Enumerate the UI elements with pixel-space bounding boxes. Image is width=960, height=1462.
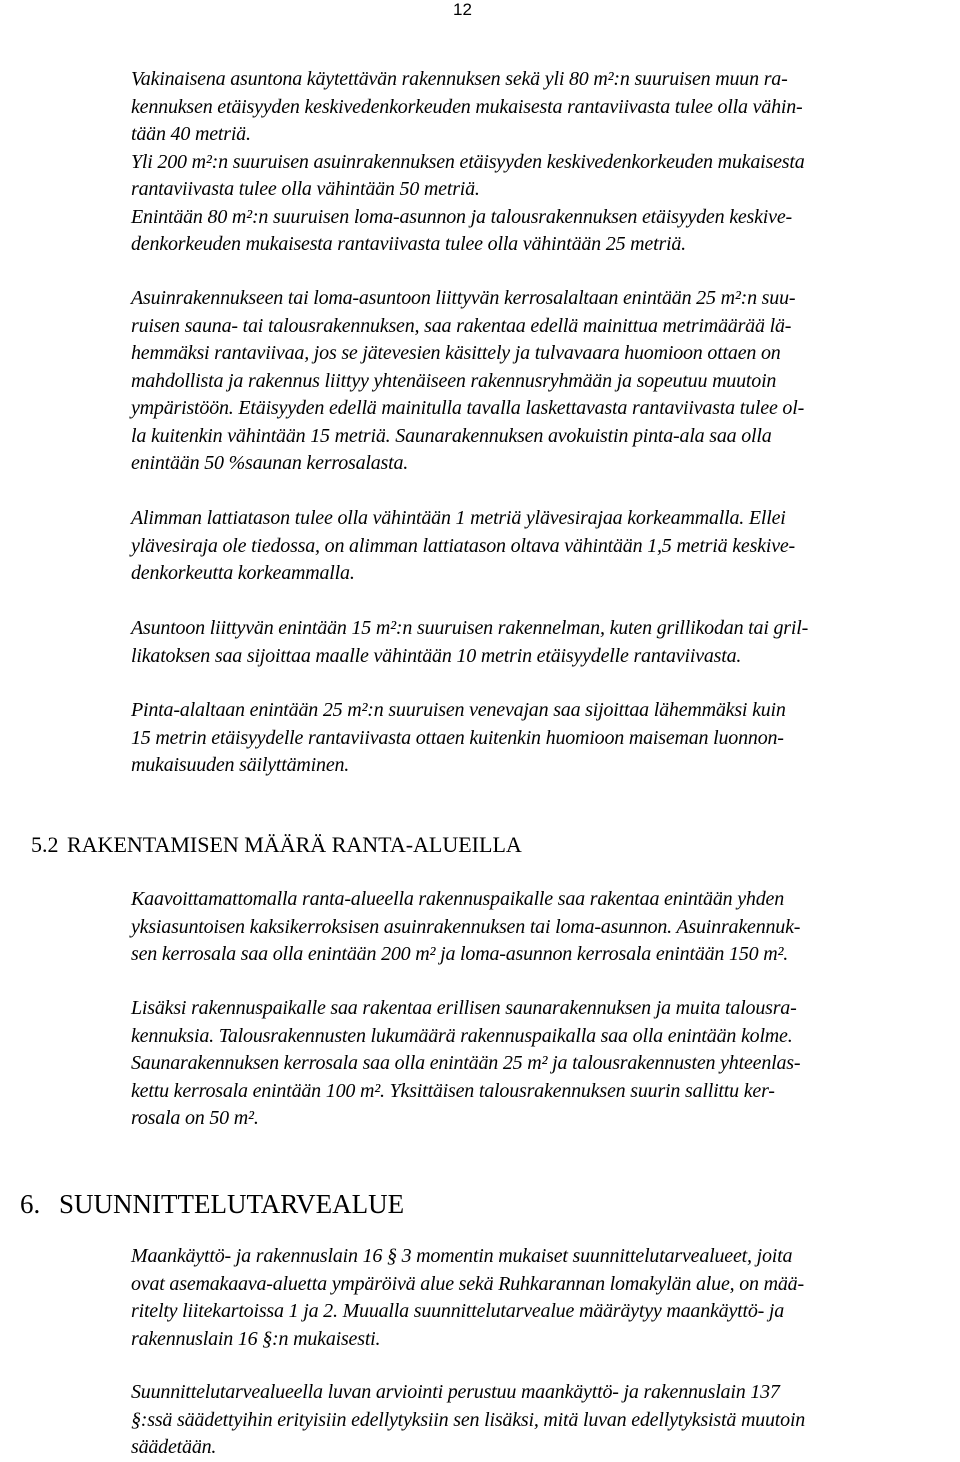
text-line: rantaviivasta tulee olla vähintään 50 metriä. <box>131 178 480 200</box>
section-number: 5.2 <box>31 832 59 857</box>
section-number: 6. <box>20 1189 41 1219</box>
text-line: Suunnittelutarvealueella luvan arviointi perustuu maankäyttö- ja rakennuslain 137 <box>131 1381 780 1403</box>
building-amount-paragraph <box>131 886 951 969</box>
text-line: Kaavoittamattomalla ranta-alueella rakennuspaikalle saa rakentaa enintään yhden <box>131 888 784 910</box>
planning-need-area-paragraph <box>131 1243 951 1353</box>
sauna-exception-paragraph <box>131 285 951 478</box>
outbuildings-paragraph <box>131 995 951 1133</box>
permit-assessment-paragraph <box>131 1379 951 1462</box>
text-line: Saunarakennuksen kerrosala saa olla enintään 25 m² ja talousrakennusten yhteenlas- <box>131 1052 801 1074</box>
shore-distance-paragraph <box>131 66 951 259</box>
text-line: ylävesiraja ole tiedossa, on alimman lattiatason oltava vähintään 1,5 metriä keskive- <box>131 534 796 557</box>
text-line: denkorkeutta korkeammalla. <box>131 562 355 584</box>
text-line: Asuinrakennukseen tai loma-asuntoon liittyvän kerrosalaltaan enintään 25 m²:n suu- <box>131 287 796 309</box>
text-line: mahdollista ja rakennus liittyy yhtenäiseen rakennusryhmään ja sopeutuu muutoin <box>131 369 777 392</box>
text-line: ritelty liitekartoissa 1 ja 2. Muualla suunnittelutarvealue määräytyy maankäyttö- ja <box>131 1300 785 1322</box>
text-line: tään 40 metriä. <box>131 123 251 145</box>
text-line: ruisen sauna- tai talousrakennuksen, saa rakentaa edellä mainittua metrimäärää lä- <box>131 314 792 337</box>
text-line: kennuksia. Talousrakennusten lukumäärä rakennuspaikalla saa olla enintään kolme. <box>131 1024 793 1047</box>
text-line: kettu kerrosala enintään 100 m². Yksittäisen talousrakennuksen suurin sallittu ker- <box>131 1079 775 1102</box>
page-number: 12 <box>453 0 472 19</box>
text-line: Enintään 80 m²:n suuruisen loma-asunnon ja talousrakennuksen etäisyyden keskive- <box>131 205 792 228</box>
text-line: Yli 200 m²:n suuruisen asuinrakennuksen etäisyyden keskivedenkorkeuden mukaisesta <box>131 150 805 173</box>
text-line: 15 metrin etäisyydelle rantaviivasta ottaen kuitenkin huomioon maiseman luonnon- <box>131 726 784 749</box>
text-line: ympäristöön. Etäisyyden edellä mainitulla tavalla laskettavasta rantaviivasta tulee ol- <box>131 397 805 419</box>
text-line: Maankäyttö- ja rakennuslain 16 § 3 momentin mukaiset suunnittelutarvealueet, joita <box>131 1245 793 1267</box>
text-line: säädetään. <box>131 1436 217 1458</box>
text-line: kennuksen etäisyyden keskivedenkorkeuden mukaisesta rantaviivasta tulee olla vähin- <box>131 95 803 118</box>
text-line: sen kerrosala saa olla enintään 200 m² ja loma-asunnon kerrosala enintään 150 m². <box>131 943 789 965</box>
text-line: Pinta-alaltaan enintään 25 m²:n suuruisen venevajan saa sijoittaa lähemmäksi kuin <box>131 699 786 721</box>
text-line: mukaisuuden säilyttäminen. <box>131 754 350 776</box>
text-line: denkorkeuden mukaisesta rantaviivasta tulee olla vähintään 25 metriä. <box>131 233 686 255</box>
text-line: Vakinaisena asuntona käytettävän rakennuksen sekä yli 80 m²:n suuruisen muun ra- <box>131 68 788 90</box>
text-line: la kuitenkin vähintään 15 metriä. Saunarakennuksen avokuistin pinta-ala saa olla <box>131 424 772 447</box>
grill-hut-paragraph <box>131 615 951 670</box>
section-title: RAKENTAMISEN MÄÄRÄ RANTA-ALUEILLA <box>67 832 522 857</box>
text-line: Lisäksi rakennuspaikalle saa rakentaa erillisen saunarakennuksen ja muita talousra- <box>131 997 797 1019</box>
text-line: yksiasuntoisen kaksikerroksisen asuinrakennuksen tai loma-asunnon. Asuinrakennuk- <box>131 915 801 938</box>
text-line: rakennuslain 16 §:n mukaisesti. <box>131 1327 381 1350</box>
text-line: rosala on 50 m². <box>131 1107 259 1129</box>
text-line: hemmäksi rantaviivaa, jos se jätevesien käsittely ja tulvavaara huomioon ottaen on <box>131 342 781 364</box>
text-line: enintään 50 %saunan kerrosalasta. <box>131 452 409 474</box>
boathouse-paragraph <box>131 697 951 780</box>
text-line: Asuntoon liittyvän enintään 15 m²:n suuruisen rakennelman, kuten grillikodan tai gril- <box>131 617 809 639</box>
section-title: SUUNNITTELUTARVEALUE <box>59 1189 405 1219</box>
floor-level-paragraph <box>131 505 951 588</box>
text-line: likatoksen saa sijoittaa maalle vähintään 10 metrin etäisyydelle rantaviivasta. <box>131 644 742 667</box>
text-line: ovat asemakaava-aluetta ympäröivä alue sekä Ruhkarannan lomakylän alue, on mää- <box>131 1272 804 1295</box>
text-line: §:ssä säädettyihin erityisiin edellytyksiin sen lisäksi, mitä luvan edellytyksistä muutoin <box>131 1408 806 1431</box>
text-line: Alimman lattiatason tulee olla vähintään 1 metriä ylävesirajaa korkeammalla. Ellei <box>131 507 786 529</box>
